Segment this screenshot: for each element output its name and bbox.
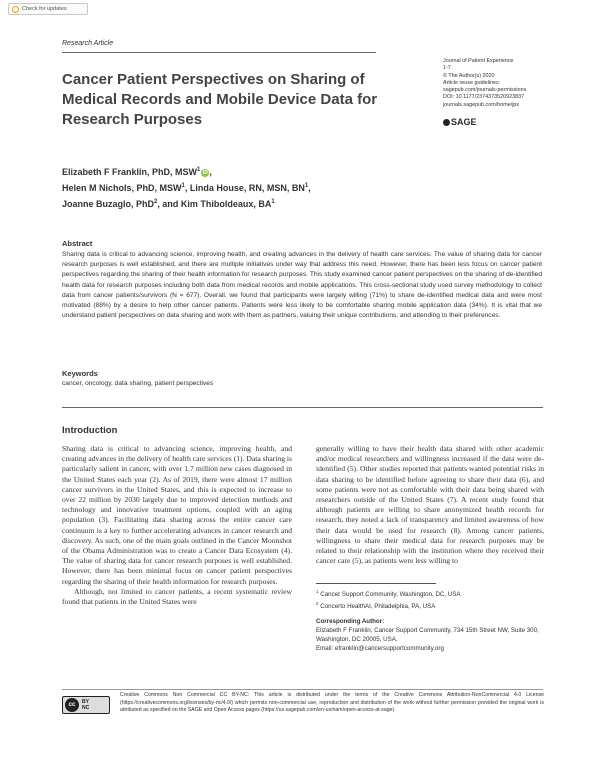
paragraph: generally willing to have their health data shared with other academic and/or medical researchers and willingness increased if the data were de-identified (5). Other studies reported that patients wanted potential risks in data sharing to be identified before agreeing to share their data (6), and some patients were not as comfortable with their data being shared with researchers outside of the United States (7). A recent study found that although patients are willing to share anonymized health records for research, they noted a lack of transparency and limited awareness of how their data would be used for research (8). Among cancer patients, willingness to share their medical data for research purposes may be related to their relationship with the institution where they received their cancer care (5), as patients were less willing to <box>316 444 544 566</box>
body-column-right <box>316 444 544 566</box>
journal-info <box>443 58 563 109</box>
cc-badge-labels: BY NC <box>82 699 90 711</box>
publisher-name: SAGE <box>451 117 477 127</box>
license-rule <box>62 689 543 690</box>
page-range: 1-7 <box>443 65 451 72</box>
author-list <box>62 163 422 211</box>
doi[interactable]: DOI: 10.1177/2374373520923837 <box>443 94 525 101</box>
affiliation-1: $^1$ Cancer Support Community, Washington, DC, USA <box>316 589 461 599</box>
journal-name: Journal of Patient Experience <box>443 58 514 64</box>
footnote-rule <box>316 583 436 584</box>
section-rule <box>62 407 543 408</box>
journal-home-link[interactable]: journals.sagepub.com/home/jpx <box>443 101 520 108</box>
check-for-updates-label: Check for updates <box>22 6 67 12</box>
affiliations <box>316 587 544 611</box>
author-line-3: Joanne Buzaglo, PhD$^2$, and Kim Thiboldeaux, $BA^1$ <box>62 199 275 209</box>
permissions-link[interactable]: sagepub.com/journals-permissions <box>443 87 527 94</box>
corresponding-author-email[interactable]: Email: efranklin@cancersupportcommunity.org <box>316 645 444 652</box>
paragraph: Sharing data is critical to advancing science, improving health, and creating advances in the delivery of health care services (1). Data sharing is particularly salient in cancer, with over 1.7 million new cases diagnosed in the United States each year (2). As of 2019, there were almost 17 million cancer survivors in the United States, and this is expected to increase to over 22 million by 2030 largely due to improved detection methods and technology and innovative treatment options, coupled with an aging population (3). Facilitating data sharing across the entire cancer care continuum is a key to further accelerating advances in cancer research and discovery. As such, one of the main goals outlined in the Cancer Moonshot of the Obama Administration was to create a Cancer Data Ecosystem (4). The value of sharing data for cancer research purposes is well established. However, there has been minimal focus on cancer patient perspectives regarding the sharing of their health information for research purposes. <box>62 444 292 586</box>
update-check-icon <box>12 6 19 13</box>
article-title: Cancer Patient Perspectives on Sharing of Medical Records and Mobile Device Data for Research Purposes <box>62 71 378 128</box>
body-column-left <box>62 444 292 607</box>
check-for-updates-badge[interactable] <box>8 3 88 15</box>
cc-license-badge[interactable] <box>62 696 110 714</box>
sage-logo-icon <box>443 119 450 126</box>
abstract-text: Sharing data is critical to advancing science, improving health, and creating advances in the delivery of health care services. The value of sharing data for cancer research purposes is well established, and there are multiple initiatives under way that address this need. However, there has been less focus on cancer patient perspectives regarding the sharing of their health information for research purposes. This study examined cancer patient perspectives on the sharing of de-identified health data for research purposes including both data from medical records and mobile applications. This cross-sectional study used survey methodology to collect data from cancer patients/survivors (N = 677). Overall, we found that participants were largely willing (71%) to share de-identified medical data and were most motivated (88%) by a desire to help other cancer patients. Patients were less likely to be comfortable sharing mobile application data (34%). It is vital that we understand patient perspectives on data sharing and work with them as partners, valuing their unique contributions, and attending to their preferences. <box>62 251 542 320</box>
introduction-heading: Introduction <box>62 425 118 436</box>
article-type: Research Article <box>62 40 114 47</box>
license-text: Creative Commons Non Commercial CC BY-NC: This article is distributed under the terms of the Creative Commons Attribution-NonCommercial 4.0 License (https://creativecommons.org/licenses/by-nc/4.0/) which permits non-commercial use, reproduction and distribution of the work without further permission provided the original work is attributed as specified on the SAGE and Open Access pages (https://us.sagepub.com/en-us/nam/open-access-at-sage). <box>120 692 544 714</box>
header-rule <box>62 52 376 53</box>
creative-commons-icon: cc <box>65 698 79 712</box>
author-line-1: Elizabeth F Franklin, PhD, MSW$^1$ iD , <box>62 167 212 177</box>
abstract-heading: Abstract <box>62 239 93 248</box>
orcid-icon[interactable]: iD <box>202 170 208 176</box>
author-line-2: Helen M Nichols, PhD, MSW$^1$, Linda House, RN, MSN, $BN^1$, <box>62 183 311 193</box>
publisher-logo <box>443 117 477 127</box>
keywords-heading: Keywords <box>62 369 98 378</box>
corresponding-author-address: Elizabeth F Franklin, Cancer Support Community, 734 15th Street NW, Suite 300, Washington, DC 20005, USA. <box>316 627 539 643</box>
copyright: © The Author(s) 2020 <box>443 72 495 79</box>
corresponding-author-heading: Corresponding Author: <box>316 618 385 625</box>
reuse-guidelines-label: Article reuse guidelines: <box>443 79 501 86</box>
paragraph: Although, not limited to cancer patients, a recent systematic review found that patients in the United States were <box>62 586 292 607</box>
affiliation-2: $^2$ Concerto HealthAI, Philadelphia, PA, USA <box>316 601 436 611</box>
keywords-text: cancer, oncology, data sharing, patient perspectives <box>62 380 214 387</box>
corresponding-author <box>316 617 544 653</box>
